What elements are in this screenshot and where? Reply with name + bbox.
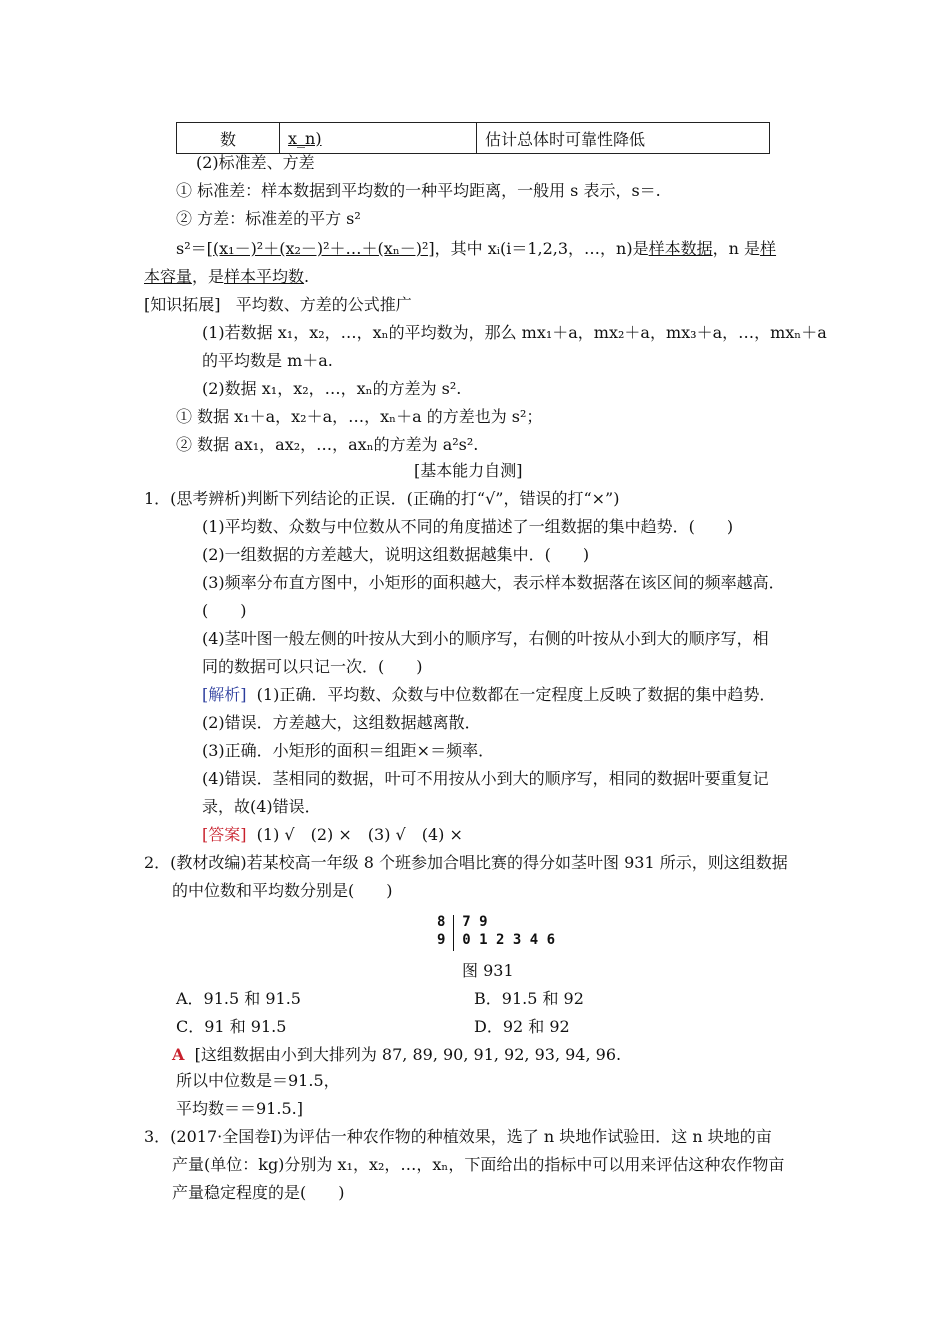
extension-2-2: ② 数据 ax₁，ax₂，…，axₙ的方差为 a²s². — [176, 435, 479, 454]
question-2-solution-line-2: 所以中位数是＝91.5， — [176, 1071, 340, 1090]
analysis-tag: [解析] — [202, 685, 247, 704]
formula-mid: ，其中 xᵢ(i＝1,2,3，…，n)是 — [434, 239, 649, 258]
stem-row-1 — [437, 913, 555, 931]
figure-caption: 图 931 — [462, 961, 514, 980]
stem-9: 9 — [437, 932, 446, 948]
answer-line — [202, 824, 463, 846]
question-2-line-a: 2．(教材改编)若某校高一年级 8 个班参加合唱比赛的得分如茎叶图 931 所示，则这组数据 — [144, 853, 788, 872]
question-2-answer: A — [172, 1045, 185, 1064]
analysis-line-3: (3)正确．小矩形的面积＝组距×＝频率． — [202, 741, 495, 760]
stem-leaf-plot — [437, 913, 555, 949]
question-3-line-b: 产量(单位：kg)分别为 x₁，x₂，…，xₙ，下面给出的指标中可以用来评估这种农作物亩 — [172, 1155, 785, 1174]
option-a: A．91.5 和 91.5 — [176, 989, 301, 1008]
question-1-item-2: (2)一组数据的方差越大，说明这组数据越集中．( ) — [202, 545, 590, 564]
self-test-heading: [基本能力自测] — [414, 461, 523, 480]
sample-data-term: 样本数据 — [648, 239, 713, 258]
table-cell-formula: x_n) — [280, 123, 477, 154]
question-3-line-a: 3．(2017·全国卷Ⅰ)为评估一种农作物的种植效果，选了 n 块地作试验田．这 n 块地的亩 — [144, 1127, 772, 1146]
option-d: D．92 和 92 — [474, 1017, 570, 1036]
summary-table-row — [176, 122, 770, 154]
extension-1-line-b: 的平均数是 m＋a. — [202, 351, 333, 370]
formula-lhs: s²＝ — [176, 239, 207, 258]
sample-size-term-start: 样 — [760, 239, 777, 258]
analysis-line-2: (2)错误．方差越大，这组数据越离散． — [202, 713, 481, 732]
solution-text-1: [这组数据由小到大排列为 87, 89, 90, 91, 92, 93, 94, 96. — [194, 1045, 622, 1064]
sample-mean-term: 样本平均数 — [224, 267, 305, 286]
leaves-8: 7 9 — [462, 914, 488, 930]
analysis-line-4a: (4)错误．茎相同的数据，叶可不用按从小到大的顺序写，相同的数据叶要重复记 — [202, 769, 769, 788]
extension-tag: [知识拓展] — [144, 295, 221, 314]
question-3-line-c: 产量稳定程度的是( ) — [172, 1183, 345, 1202]
variance-formula-line-2 — [144, 266, 309, 288]
analysis-line-4b: 录，故(4)错误． — [202, 797, 321, 816]
option-b: B．91.5 和 92 — [474, 989, 584, 1008]
formula-body: [(x₁－)²＋(x₂－)²＋…＋(xₙ－)²] — [206, 239, 435, 258]
extension-2-1: ① 数据 x₁＋a，x₂＋a，…，xₙ＋a 的方差也为 s²； — [176, 407, 543, 426]
period: . — [304, 267, 310, 286]
extension-2: (2)数据 x₁，x₂，…，xₙ的方差为 s². — [202, 379, 462, 398]
question-2-solution-line-1 — [172, 1044, 621, 1066]
question-1: 1．(思考辨析)判断下列结论的正误．(正确的打“√”，错误的打“×”) — [144, 489, 620, 508]
extension-title: 平均数、方差的公式推广 — [235, 295, 412, 314]
stem-row-2 — [437, 931, 555, 949]
stem-divider — [453, 915, 454, 951]
answer-text: (1) √ (2) × (3) √ (4) × — [256, 825, 463, 844]
extension-1-line-a: (1)若数据 x₁，x₂，…，xₙ的平均数为，那么 mx₁＋a，mx₂＋a，mx₃＋a，…，mxₙ＋a — [202, 323, 827, 342]
analysis-line-1 — [202, 684, 775, 706]
knowledge-extension-heading — [144, 294, 412, 316]
formula-n: ，n 是 — [712, 239, 761, 258]
leaves-9: 0 1 2 3 4 6 — [462, 932, 556, 948]
question-1-item-3b: ( ) — [202, 601, 247, 620]
question-2-line-b: 的中位数和平均数分别是( ) — [172, 881, 393, 900]
variance-formula-line — [176, 238, 776, 260]
option-c: C．91 和 91.5 — [176, 1017, 287, 1036]
analysis-text-1: (1)正确．平均数、众数与中位数都在一定程度上反映了数据的集中趋势． — [256, 685, 776, 704]
std-definition: ① 标准差：样本数据到平均数的一种平均距离，一般用 s 表示，s＝. — [176, 181, 661, 200]
question-1-item-4b: 同的数据可以只记一次．( ) — [202, 657, 423, 676]
table-cell-note: 估计总体时可靠性降低 — [477, 123, 770, 154]
stem-8: 8 — [437, 914, 446, 930]
question-2-solution-line-3: 平均数＝＝91.5.] — [176, 1099, 303, 1118]
question-1-item-1: (1)平均数、众数与中位数从不同的角度描述了一组数据的集中趋势．( ) — [202, 517, 734, 536]
question-1-item-4a: (4)茎叶图一般左侧的叶按从大到小的顺序写，右侧的叶按从小到大的顺序写，相 — [202, 629, 769, 648]
section-heading-std: (2)标准差、方差 — [196, 153, 315, 172]
sample-size-term-end: 本容量 — [144, 267, 193, 286]
table-cell-label: 数 — [177, 123, 280, 154]
variance-definition: ② 方差：标准差的平方 s² — [176, 209, 361, 228]
answer-tag: [答案] — [202, 825, 247, 844]
is-text: ，是 — [192, 267, 225, 286]
question-1-item-3a: (3)频率分布直方图中，小矩形的面积越大，表示样本数据落在该区间的频率越高． — [202, 573, 785, 592]
